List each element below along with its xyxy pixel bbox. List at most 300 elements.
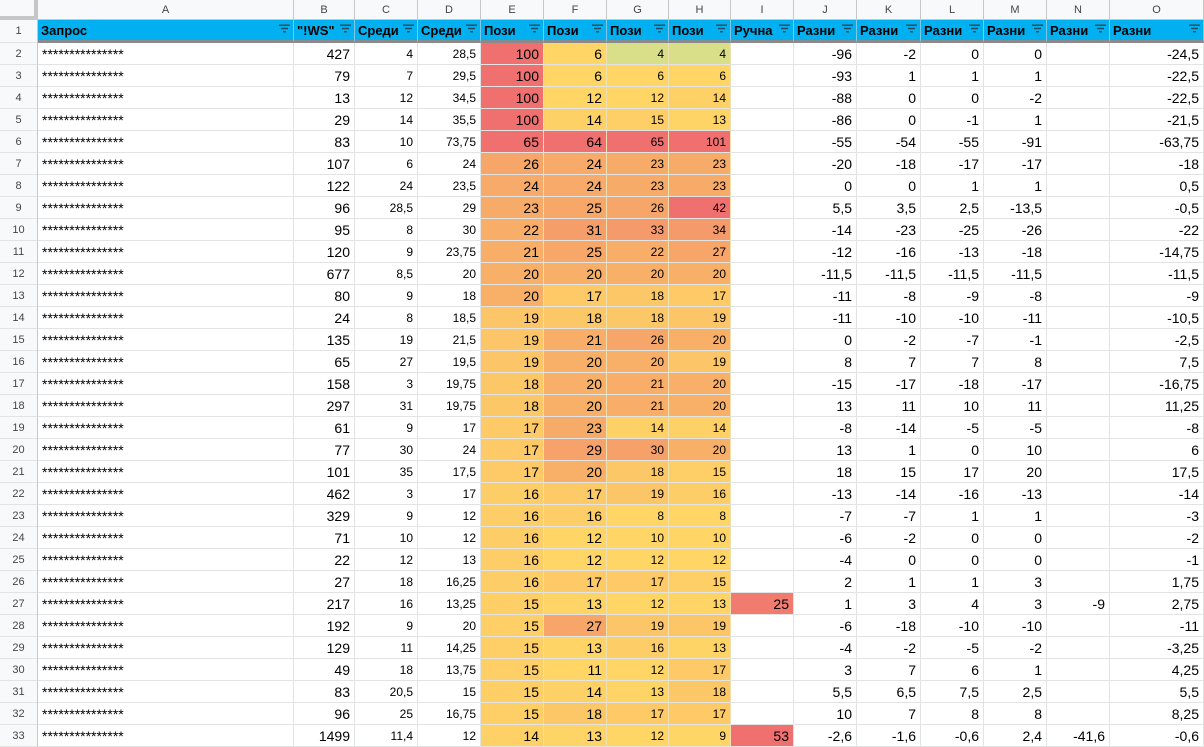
table-cell[interactable]: 13 — [794, 439, 857, 461]
query-cell[interactable]: *************** — [38, 527, 294, 549]
table-cell[interactable]: -11,5 — [984, 263, 1047, 285]
table-cell[interactable]: 0 — [921, 87, 984, 109]
filter-icon[interactable] — [1189, 24, 1200, 36]
table-cell[interactable] — [731, 219, 794, 241]
table-cell[interactable]: 53 — [731, 725, 794, 747]
table-cell[interactable]: 13,75 — [418, 659, 481, 681]
table-cell[interactable]: 24 — [355, 175, 418, 197]
table-cell[interactable]: 13,25 — [418, 593, 481, 615]
table-cell[interactable]: 95 — [294, 219, 355, 241]
table-cell[interactable] — [1047, 549, 1110, 571]
table-cell[interactable]: 23 — [607, 153, 669, 175]
table-cell[interactable]: 0 — [984, 549, 1047, 571]
table-cell[interactable] — [731, 65, 794, 87]
table-cell[interactable]: 4 — [669, 43, 731, 65]
table-cell[interactable] — [731, 637, 794, 659]
table-cell[interactable]: 18 — [607, 461, 669, 483]
table-cell[interactable]: 13 — [669, 109, 731, 131]
table-cell[interactable]: 33 — [607, 219, 669, 241]
table-cell[interactable]: -6 — [794, 615, 857, 637]
table-cell[interactable]: 17 — [481, 417, 544, 439]
table-cell[interactable]: 18,5 — [418, 307, 481, 329]
table-cell[interactable]: -20 — [794, 153, 857, 175]
table-cell[interactable]: 20,5 — [355, 681, 418, 703]
table-cell[interactable]: 61 — [294, 417, 355, 439]
row-number[interactable]: 4 — [0, 87, 38, 109]
table-cell[interactable]: 10 — [607, 527, 669, 549]
table-cell[interactable]: 17 — [669, 285, 731, 307]
table-cell[interactable]: 13 — [669, 637, 731, 659]
table-cell[interactable]: 27 — [544, 615, 607, 637]
table-cell[interactable]: -11 — [984, 307, 1047, 329]
table-cell[interactable]: 30 — [418, 219, 481, 241]
table-cell[interactable]: 135 — [294, 329, 355, 351]
table-cell[interactable] — [1047, 219, 1110, 241]
table-cell[interactable]: 71 — [294, 527, 355, 549]
header-cell-c[interactable] — [355, 20, 418, 43]
table-cell[interactable]: 122 — [294, 175, 355, 197]
row-number[interactable]: 11 — [0, 241, 38, 263]
table-cell[interactable]: 23 — [669, 153, 731, 175]
table-cell[interactable]: 17 — [418, 417, 481, 439]
table-cell[interactable] — [1047, 197, 1110, 219]
table-cell[interactable]: 19,75 — [418, 395, 481, 417]
table-cell[interactable]: 16 — [544, 505, 607, 527]
table-cell[interactable]: 1 — [984, 109, 1047, 131]
column-header-n[interactable]: N — [1047, 0, 1110, 20]
table-cell[interactable] — [731, 703, 794, 725]
table-cell[interactable]: 1 — [921, 505, 984, 527]
header-cell-n[interactable] — [1047, 20, 1110, 43]
table-cell[interactable]: -86 — [794, 109, 857, 131]
table-cell[interactable]: 17,5 — [418, 461, 481, 483]
query-cell[interactable]: *************** — [38, 219, 294, 241]
query-cell[interactable]: *************** — [38, 197, 294, 219]
table-cell[interactable]: 29 — [544, 439, 607, 461]
table-cell[interactable]: 23 — [669, 175, 731, 197]
table-cell[interactable]: -1 — [984, 329, 1047, 351]
table-cell[interactable]: 9 — [355, 241, 418, 263]
column-header-b[interactable]: B — [294, 0, 355, 20]
table-cell[interactable]: 6,5 — [857, 681, 921, 703]
table-cell[interactable]: 120 — [294, 241, 355, 263]
table-cell[interactable]: 15 — [481, 681, 544, 703]
filter-icon[interactable] — [529, 24, 540, 36]
header-cell-d[interactable] — [418, 20, 481, 43]
table-cell[interactable]: 16 — [481, 527, 544, 549]
table-cell[interactable]: 12 — [607, 593, 669, 615]
table-cell[interactable]: -8 — [984, 285, 1047, 307]
query-cell[interactable]: *************** — [38, 329, 294, 351]
table-cell[interactable]: -16,75 — [1110, 373, 1204, 395]
table-cell[interactable]: -16 — [921, 483, 984, 505]
table-cell[interactable]: 10 — [794, 703, 857, 725]
row-number[interactable]: 5 — [0, 109, 38, 131]
table-cell[interactable]: 16 — [669, 483, 731, 505]
table-cell[interactable]: 21 — [544, 329, 607, 351]
query-cell[interactable]: *************** — [38, 593, 294, 615]
table-cell[interactable]: 28,5 — [418, 43, 481, 65]
table-cell[interactable]: -18 — [984, 241, 1047, 263]
table-cell[interactable]: 12 — [418, 527, 481, 549]
table-cell[interactable]: 18 — [355, 571, 418, 593]
table-cell[interactable]: -14 — [857, 483, 921, 505]
table-cell[interactable]: 20 — [481, 285, 544, 307]
header-cell-i[interactable] — [731, 20, 794, 43]
table-cell[interactable]: -1,6 — [857, 725, 921, 747]
column-header-c[interactable]: C — [355, 0, 418, 20]
table-cell[interactable]: 329 — [294, 505, 355, 527]
query-cell[interactable]: *************** — [38, 175, 294, 197]
table-cell[interactable]: -63,75 — [1110, 131, 1204, 153]
table-cell[interactable] — [731, 549, 794, 571]
table-cell[interactable]: -0,5 — [1110, 197, 1204, 219]
table-cell[interactable]: 16 — [481, 549, 544, 571]
table-cell[interactable] — [1047, 659, 1110, 681]
table-cell[interactable] — [1047, 637, 1110, 659]
table-cell[interactable]: -10 — [921, 307, 984, 329]
table-cell[interactable]: 11 — [355, 637, 418, 659]
table-cell[interactable] — [731, 483, 794, 505]
table-cell[interactable] — [731, 571, 794, 593]
table-cell[interactable]: 17 — [607, 703, 669, 725]
table-cell[interactable]: -22,5 — [1110, 87, 1204, 109]
table-cell[interactable]: -11 — [794, 285, 857, 307]
table-cell[interactable]: 49 — [294, 659, 355, 681]
header-cell-k[interactable] — [857, 20, 921, 43]
table-cell[interactable]: -11,5 — [794, 263, 857, 285]
table-cell[interactable]: -10 — [921, 615, 984, 637]
table-cell[interactable]: 16 — [355, 593, 418, 615]
table-cell[interactable]: 30 — [355, 439, 418, 461]
table-cell[interactable]: 21 — [607, 373, 669, 395]
row-number[interactable]: 29 — [0, 637, 38, 659]
table-cell[interactable]: -11 — [1110, 615, 1204, 637]
table-cell[interactable]: -9 — [921, 285, 984, 307]
table-cell[interactable] — [731, 373, 794, 395]
table-cell[interactable]: -14,75 — [1110, 241, 1204, 263]
row-number[interactable]: 18 — [0, 395, 38, 417]
table-cell[interactable]: 27 — [355, 351, 418, 373]
table-cell[interactable]: 23 — [607, 175, 669, 197]
table-cell[interactable]: 8 — [984, 703, 1047, 725]
column-header-i[interactable]: I — [731, 0, 794, 20]
table-cell[interactable]: 129 — [294, 637, 355, 659]
table-cell[interactable]: 17 — [607, 571, 669, 593]
table-cell[interactable]: -8 — [1110, 417, 1204, 439]
table-cell[interactable] — [1047, 351, 1110, 373]
table-cell[interactable]: 17 — [418, 483, 481, 505]
table-cell[interactable]: -9 — [1047, 593, 1110, 615]
table-cell[interactable]: 12 — [544, 87, 607, 109]
table-cell[interactable]: 1 — [921, 175, 984, 197]
table-cell[interactable]: 65 — [294, 351, 355, 373]
table-cell[interactable]: 217 — [294, 593, 355, 615]
filter-icon[interactable] — [969, 24, 980, 36]
table-cell[interactable]: -15 — [794, 373, 857, 395]
table-cell[interactable]: 20 — [669, 373, 731, 395]
table-cell[interactable]: 14 — [544, 109, 607, 131]
header-cell-b[interactable] — [294, 20, 355, 43]
table-cell[interactable] — [731, 659, 794, 681]
table-cell[interactable] — [731, 87, 794, 109]
query-cell[interactable]: *************** — [38, 703, 294, 725]
table-cell[interactable] — [731, 615, 794, 637]
query-cell[interactable]: *************** — [38, 87, 294, 109]
table-cell[interactable]: 1 — [857, 571, 921, 593]
table-cell[interactable]: 158 — [294, 373, 355, 395]
table-cell[interactable]: -7 — [794, 505, 857, 527]
table-cell[interactable]: -10 — [857, 307, 921, 329]
query-cell[interactable]: *************** — [38, 263, 294, 285]
table-cell[interactable]: 17 — [544, 285, 607, 307]
table-cell[interactable]: 1 — [984, 65, 1047, 87]
table-cell[interactable]: 13 — [294, 87, 355, 109]
row-number[interactable]: 8 — [0, 175, 38, 197]
table-cell[interactable]: 8 — [669, 505, 731, 527]
table-cell[interactable] — [731, 395, 794, 417]
table-cell[interactable]: 20 — [669, 395, 731, 417]
table-cell[interactable]: 0,5 — [1110, 175, 1204, 197]
table-cell[interactable]: -14 — [1110, 483, 1204, 505]
table-cell[interactable]: 1 — [984, 505, 1047, 527]
table-cell[interactable]: 22 — [294, 549, 355, 571]
table-cell[interactable]: -55 — [921, 131, 984, 153]
table-cell[interactable]: -11 — [794, 307, 857, 329]
table-cell[interactable]: 11,25 — [1110, 395, 1204, 417]
table-cell[interactable]: 20 — [669, 329, 731, 351]
table-cell[interactable]: 15 — [481, 659, 544, 681]
table-cell[interactable]: 13 — [418, 549, 481, 571]
table-cell[interactable]: 6 — [355, 153, 418, 175]
header-cell-h[interactable] — [669, 20, 731, 43]
row-number[interactable]: 1 — [0, 20, 38, 43]
table-cell[interactable]: 11 — [857, 395, 921, 417]
table-cell[interactable]: 77 — [294, 439, 355, 461]
column-header-a[interactable]: A — [38, 0, 294, 20]
table-cell[interactable] — [1047, 329, 1110, 351]
table-cell[interactable] — [1047, 263, 1110, 285]
table-cell[interactable]: 6 — [1110, 439, 1204, 461]
table-cell[interactable]: 6 — [669, 65, 731, 87]
table-cell[interactable]: -2 — [857, 329, 921, 351]
table-cell[interactable]: 8 — [921, 703, 984, 725]
table-cell[interactable]: -18 — [921, 373, 984, 395]
table-cell[interactable]: -13,5 — [984, 197, 1047, 219]
table-cell[interactable]: 25 — [355, 703, 418, 725]
query-cell[interactable]: *************** — [38, 615, 294, 637]
table-cell[interactable]: 6 — [607, 65, 669, 87]
table-cell[interactable]: 35,5 — [418, 109, 481, 131]
query-cell[interactable]: *************** — [38, 241, 294, 263]
table-cell[interactable] — [731, 153, 794, 175]
table-cell[interactable]: -7 — [857, 505, 921, 527]
table-cell[interactable]: 14 — [355, 109, 418, 131]
table-cell[interactable] — [731, 527, 794, 549]
table-cell[interactable] — [1047, 439, 1110, 461]
table-cell[interactable]: 83 — [294, 681, 355, 703]
table-cell[interactable] — [1047, 131, 1110, 153]
table-cell[interactable]: -25 — [921, 219, 984, 241]
table-cell[interactable]: 462 — [294, 483, 355, 505]
row-number[interactable]: 19 — [0, 417, 38, 439]
query-cell[interactable]: *************** — [38, 153, 294, 175]
table-cell[interactable]: 13 — [544, 637, 607, 659]
table-cell[interactable]: 0 — [921, 43, 984, 65]
table-cell[interactable]: -8 — [794, 417, 857, 439]
table-cell[interactable]: -3,25 — [1110, 637, 1204, 659]
table-cell[interactable]: 8 — [984, 351, 1047, 373]
table-cell[interactable]: 19 — [669, 351, 731, 373]
table-cell[interactable] — [731, 131, 794, 153]
table-cell[interactable]: 24 — [294, 307, 355, 329]
table-cell[interactable] — [1047, 615, 1110, 637]
table-cell[interactable]: 100 — [481, 43, 544, 65]
filter-icon[interactable] — [592, 24, 603, 36]
table-cell[interactable]: 19 — [481, 307, 544, 329]
header-cell-o[interactable] — [1110, 20, 1204, 43]
header-cell-e[interactable] — [481, 20, 544, 43]
table-cell[interactable]: -2,6 — [794, 725, 857, 747]
table-cell[interactable] — [1047, 175, 1110, 197]
table-cell[interactable]: 15 — [481, 615, 544, 637]
query-cell[interactable]: *************** — [38, 395, 294, 417]
table-cell[interactable]: 20 — [607, 351, 669, 373]
table-cell[interactable]: 15 — [481, 593, 544, 615]
table-cell[interactable] — [1047, 307, 1110, 329]
query-cell[interactable]: *************** — [38, 439, 294, 461]
table-cell[interactable]: 21,5 — [418, 329, 481, 351]
table-cell[interactable]: -0,6 — [1110, 725, 1204, 747]
filter-icon[interactable] — [654, 24, 665, 36]
table-cell[interactable]: 0 — [921, 549, 984, 571]
table-cell[interactable]: 26 — [607, 329, 669, 351]
table-cell[interactable]: -55 — [794, 131, 857, 153]
table-cell[interactable]: 9 — [355, 417, 418, 439]
query-cell[interactable]: *************** — [38, 659, 294, 681]
table-cell[interactable] — [731, 197, 794, 219]
table-cell[interactable]: 31 — [544, 219, 607, 241]
table-cell[interactable]: 1 — [857, 65, 921, 87]
filter-icon[interactable] — [1095, 24, 1106, 36]
table-cell[interactable]: -0,6 — [921, 725, 984, 747]
row-number[interactable]: 13 — [0, 285, 38, 307]
table-cell[interactable]: 10 — [669, 527, 731, 549]
row-number[interactable]: 27 — [0, 593, 38, 615]
table-cell[interactable]: 3,5 — [857, 197, 921, 219]
filter-icon[interactable] — [403, 24, 414, 36]
table-cell[interactable]: 13 — [544, 593, 607, 615]
table-cell[interactable]: 5,5 — [1110, 681, 1204, 703]
table-cell[interactable]: 22 — [607, 241, 669, 263]
table-cell[interactable]: 7,5 — [921, 681, 984, 703]
table-cell[interactable]: 7 — [857, 703, 921, 725]
row-number[interactable]: 20 — [0, 439, 38, 461]
table-cell[interactable]: 20 — [544, 351, 607, 373]
table-cell[interactable]: 100 — [481, 109, 544, 131]
table-cell[interactable]: 17 — [544, 483, 607, 505]
table-cell[interactable]: 12 — [418, 505, 481, 527]
header-cell-a[interactable] — [38, 20, 294, 43]
query-cell[interactable]: *************** — [38, 109, 294, 131]
table-cell[interactable]: 3 — [857, 593, 921, 615]
table-cell[interactable]: 2,75 — [1110, 593, 1204, 615]
table-cell[interactable] — [1047, 153, 1110, 175]
table-cell[interactable]: 11 — [544, 659, 607, 681]
table-cell[interactable]: 29 — [294, 109, 355, 131]
table-cell[interactable]: 4,25 — [1110, 659, 1204, 681]
table-cell[interactable]: 0 — [857, 549, 921, 571]
table-cell[interactable]: 16 — [481, 505, 544, 527]
table-cell[interactable]: 2,5 — [921, 197, 984, 219]
table-cell[interactable]: 26 — [481, 153, 544, 175]
filter-icon[interactable] — [842, 24, 853, 36]
row-number[interactable]: 17 — [0, 373, 38, 395]
table-cell[interactable]: 27 — [669, 241, 731, 263]
column-header-h[interactable]: H — [669, 0, 731, 20]
table-cell[interactable]: 16 — [481, 571, 544, 593]
table-cell[interactable]: 1499 — [294, 725, 355, 747]
table-cell[interactable]: 8,5 — [355, 263, 418, 285]
table-cell[interactable]: 34 — [669, 219, 731, 241]
query-cell[interactable]: *************** — [38, 131, 294, 153]
table-cell[interactable]: 12 — [607, 725, 669, 747]
table-cell[interactable]: -54 — [857, 131, 921, 153]
row-number[interactable]: 9 — [0, 197, 38, 219]
column-header-o[interactable]: O — [1110, 0, 1204, 20]
table-cell[interactable]: 10 — [355, 131, 418, 153]
table-cell[interactable]: -96 — [794, 43, 857, 65]
row-number[interactable]: 30 — [0, 659, 38, 681]
query-cell[interactable]: *************** — [38, 307, 294, 329]
row-number[interactable]: 32 — [0, 703, 38, 725]
table-cell[interactable] — [1047, 109, 1110, 131]
table-cell[interactable]: -5 — [921, 637, 984, 659]
table-cell[interactable]: 107 — [294, 153, 355, 175]
table-cell[interactable]: 5,5 — [794, 197, 857, 219]
column-header-d[interactable]: D — [418, 0, 481, 20]
table-cell[interactable]: 25 — [731, 593, 794, 615]
table-cell[interactable]: 96 — [294, 703, 355, 725]
table-cell[interactable]: 15 — [481, 637, 544, 659]
table-cell[interactable]: 12 — [418, 725, 481, 747]
table-cell[interactable]: -22 — [1110, 219, 1204, 241]
select-all-corner[interactable] — [0, 0, 38, 20]
table-cell[interactable]: 1 — [984, 175, 1047, 197]
table-cell[interactable] — [731, 417, 794, 439]
filter-icon[interactable] — [716, 24, 727, 36]
row-number[interactable]: 7 — [0, 153, 38, 175]
table-cell[interactable] — [731, 241, 794, 263]
table-cell[interactable]: -2 — [857, 43, 921, 65]
header-cell-f[interactable] — [544, 20, 607, 43]
table-cell[interactable]: 6 — [544, 43, 607, 65]
table-cell[interactable]: 19 — [669, 615, 731, 637]
table-cell[interactable]: -12 — [794, 241, 857, 263]
table-cell[interactable]: 12 — [355, 549, 418, 571]
table-cell[interactable]: -93 — [794, 65, 857, 87]
table-cell[interactable]: -26 — [984, 219, 1047, 241]
table-cell[interactable]: 10 — [355, 527, 418, 549]
table-cell[interactable]: 13 — [544, 725, 607, 747]
table-cell[interactable]: 18 — [481, 373, 544, 395]
table-cell[interactable]: -10 — [984, 615, 1047, 637]
table-cell[interactable]: 73,75 — [418, 131, 481, 153]
table-cell[interactable]: 14 — [481, 725, 544, 747]
table-cell[interactable]: 19 — [607, 615, 669, 637]
table-cell[interactable]: -10,5 — [1110, 307, 1204, 329]
table-cell[interactable]: 79 — [294, 65, 355, 87]
